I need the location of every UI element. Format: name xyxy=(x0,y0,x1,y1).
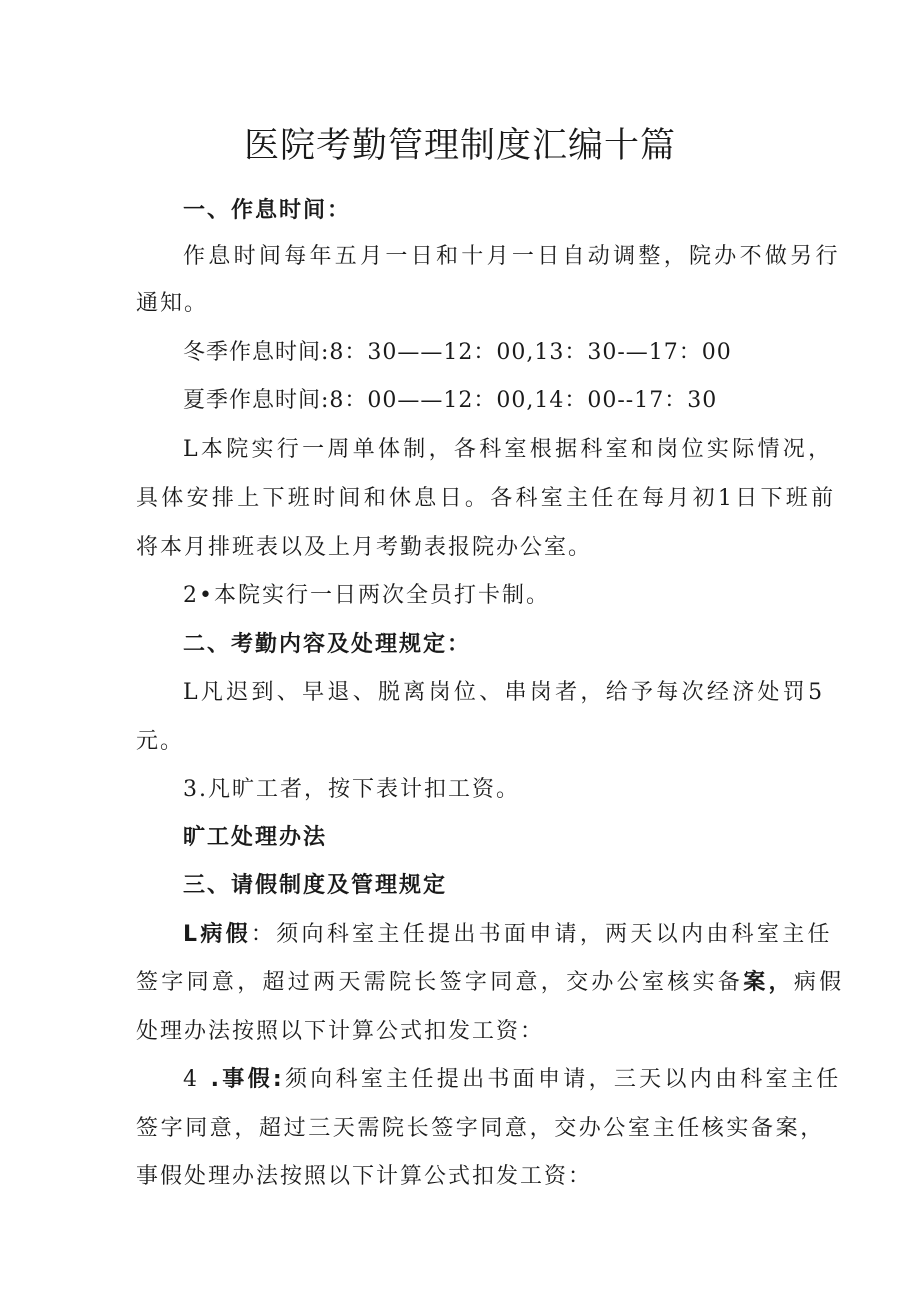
section-heading-leave: 三、请假制度及管理规定 xyxy=(183,873,448,898)
sick-leave-text: 病假 xyxy=(793,970,845,995)
paragraph-line: 2•本院实行一日两次全员打卡制。 xyxy=(183,583,550,608)
subheading-absence: 旷工处理办法 xyxy=(183,825,328,850)
paragraph-line: 3.凡旷工者，按下表计扣工资。 xyxy=(183,777,520,802)
winter-schedule: 冬季作息时间:8：30——12：00,13：30-—17：00 xyxy=(183,340,732,365)
personal-leave-line xyxy=(183,1064,842,1096)
sick-leave-line xyxy=(183,919,833,951)
sick-leave-line xyxy=(136,967,844,999)
paragraph-line: 处理办法按照以下计算公式扣发工资： xyxy=(136,1019,545,1044)
section-heading-schedule: 一、作息时间： xyxy=(183,198,352,223)
paragraph-line: 事假处理办法按照以下计算公式扣发工资： xyxy=(136,1164,593,1189)
paragraph-line: L本院实行一周单体制，各科室根据科室和岗位实际情况， xyxy=(183,437,834,462)
paragraph-line: 将本月排班表以及上月考勤表报院办公室。 xyxy=(136,535,593,560)
section-heading-attendance: 二、考勤内容及处理规定： xyxy=(183,632,472,657)
sick-leave-label: L病假 xyxy=(183,922,251,947)
paragraph-line: L凡迟到、早退、脱离岗位、串岗者，给予每次经济处罚5 xyxy=(183,680,826,705)
personal-leave-number: 4 xyxy=(183,1067,201,1092)
personal-leave-label: .事假: xyxy=(210,1067,285,1092)
document-title: 医院考勤管理制度汇编十篇 xyxy=(243,126,676,166)
personal-leave-text: 须向科室主任提出书面申请，三天以内由科室主任 xyxy=(284,1067,842,1092)
paragraph-line: 作息时间每年五月一日和十月一日自动调整，院办不做另行 xyxy=(183,244,841,269)
paragraph-line: 通知。 xyxy=(136,291,209,316)
paragraph-line: 具体安排上下班时间和休息日。各科室主任在每月初1日下班前 xyxy=(136,486,837,511)
paragraph-line: 元。 xyxy=(136,729,185,754)
paragraph-line: 签字同意，超过三天需院长签字同意，交办公室主任核实备案， xyxy=(136,1116,825,1141)
sick-leave-text: 签字同意，超过两天需院长签字同意，交办公室核实备 xyxy=(136,970,744,995)
sick-leave-text: ：须向科室主任提出书面申请，两天以内由科室主任 xyxy=(250,922,833,947)
summer-schedule: 夏季作息时间:8：00——12：00,14：00--17：30 xyxy=(183,388,718,413)
sick-leave-bold-text: 案， xyxy=(743,970,794,995)
